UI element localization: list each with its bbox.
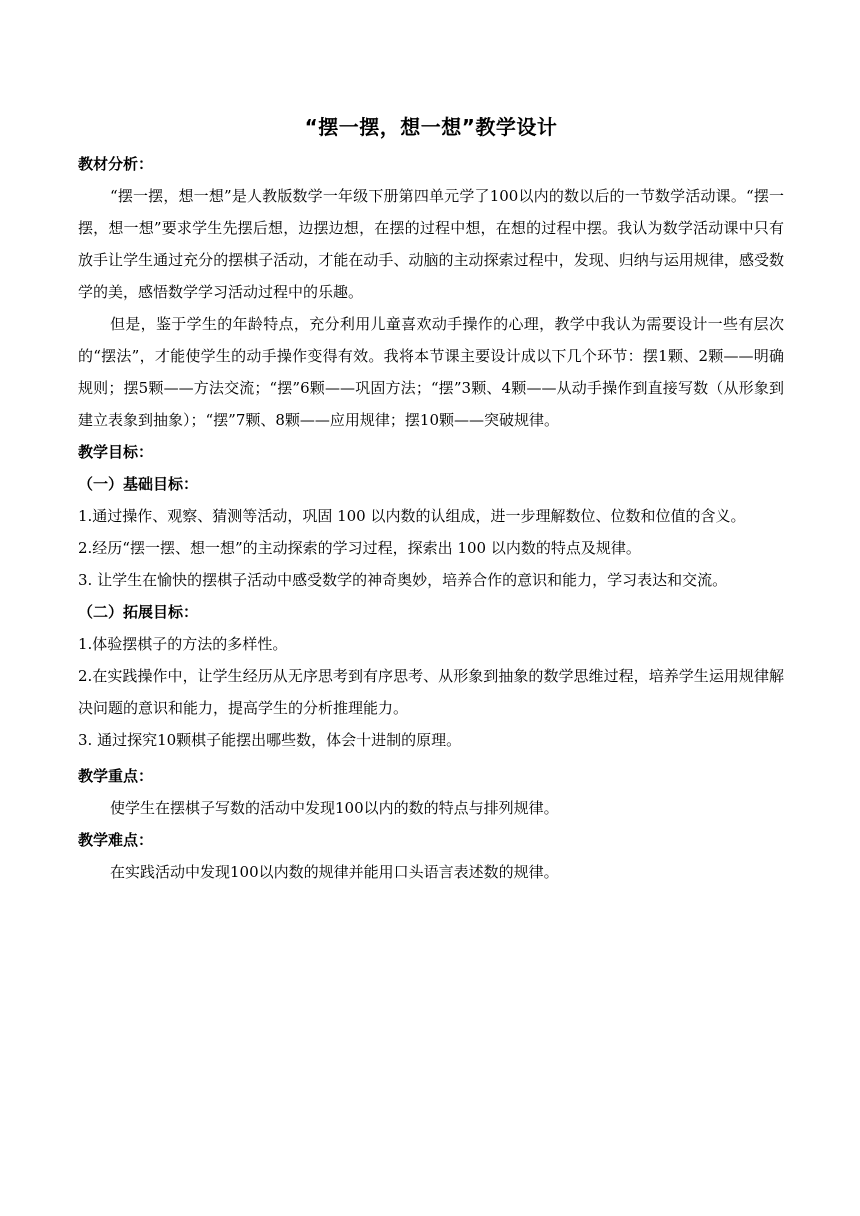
basic-goal-item: 1.通过操作、观察、猜测等活动，巩固 100 以内数的认组成，进一步理解数位、位数和位值的含义。 [78, 507, 746, 525]
key-points-text: 使学生在摆棋子写数的活动中发现100以内的数的特点与排列规律。 [110, 799, 559, 817]
extended-goal-item: 3. 通过探究10颗棋子能摆出哪些数，体会十进制的原理。 [78, 731, 462, 749]
analysis-heading: 教材分析： [78, 155, 154, 173]
document-page [78, 112, 784, 888]
basic-goals-heading: （一）基础目标： [78, 475, 199, 493]
goals-heading: 教学目标： [78, 443, 154, 461]
difficulties-heading: 教学难点： [78, 831, 154, 849]
extended-goals-heading: （二）拓展目标： [78, 603, 199, 621]
analysis-paragraph-2: 但是，鉴于学生的年龄特点，充分利用儿童喜欢动手操作的心理，教学中我认为需要设计一些有层次的“摆法”，才能使学生的动手操作变得有效。我将本节课主要设计成以下几个环节：摆1颗、2颗——明确规则；摆5颗——方法交流；“摆”6颗——巩固方法；“摆”3颗、4颗——从动手操作到直接写数（从形象到建立表象到抽象）；“摆”7颗、8颗——应用规律；摆10颗——突破规律。 [78, 315, 784, 429]
difficulties-text: 在实践活动中发现100以内数的规律并能用口头语言表述数的规律。 [110, 863, 559, 881]
basic-goal-item: 2.经历“摆一摆、想一想”的主动探索的学习过程，探索出 100 以内数的特点及规律。 [78, 539, 641, 557]
extended-goal-item: 1.体验摆棋子的方法的多样性。 [78, 635, 288, 653]
extended-goal-item: 2.在实践操作中，让学生经历从无序思考到有序思考、从形象到抽象的数学思维过程，培养学生运用规律解决问题的意识和能力，提高学生的分析推理能力。 [78, 667, 784, 717]
basic-goal-item: 3. 让学生在愉快的摆棋子活动中感受数学的神奇奥妙，培养合作的意识和能力，学习表达和交流。 [78, 571, 728, 589]
key-points-heading: 教学重点： [78, 767, 154, 785]
document-title: “摆一摆，想一想”教学设计 [304, 115, 558, 139]
analysis-paragraph-1: “摆一摆，想一想”是人教版数学一年级下册第四单元学了100以内的数以后的一节数学活动课。“摆一摆，想一想”要求学生先摆后想，边摆边想，在摆的过程中想，在想的过程中摆。我认为数学活动课中只有放手让学生通过充分的摆棋子活动，才能在动手、动脑的主动探索过程中，发现、归纳与运用规律，感受数学的美，感悟数学学习活动过程中的乐趣。 [78, 187, 784, 301]
